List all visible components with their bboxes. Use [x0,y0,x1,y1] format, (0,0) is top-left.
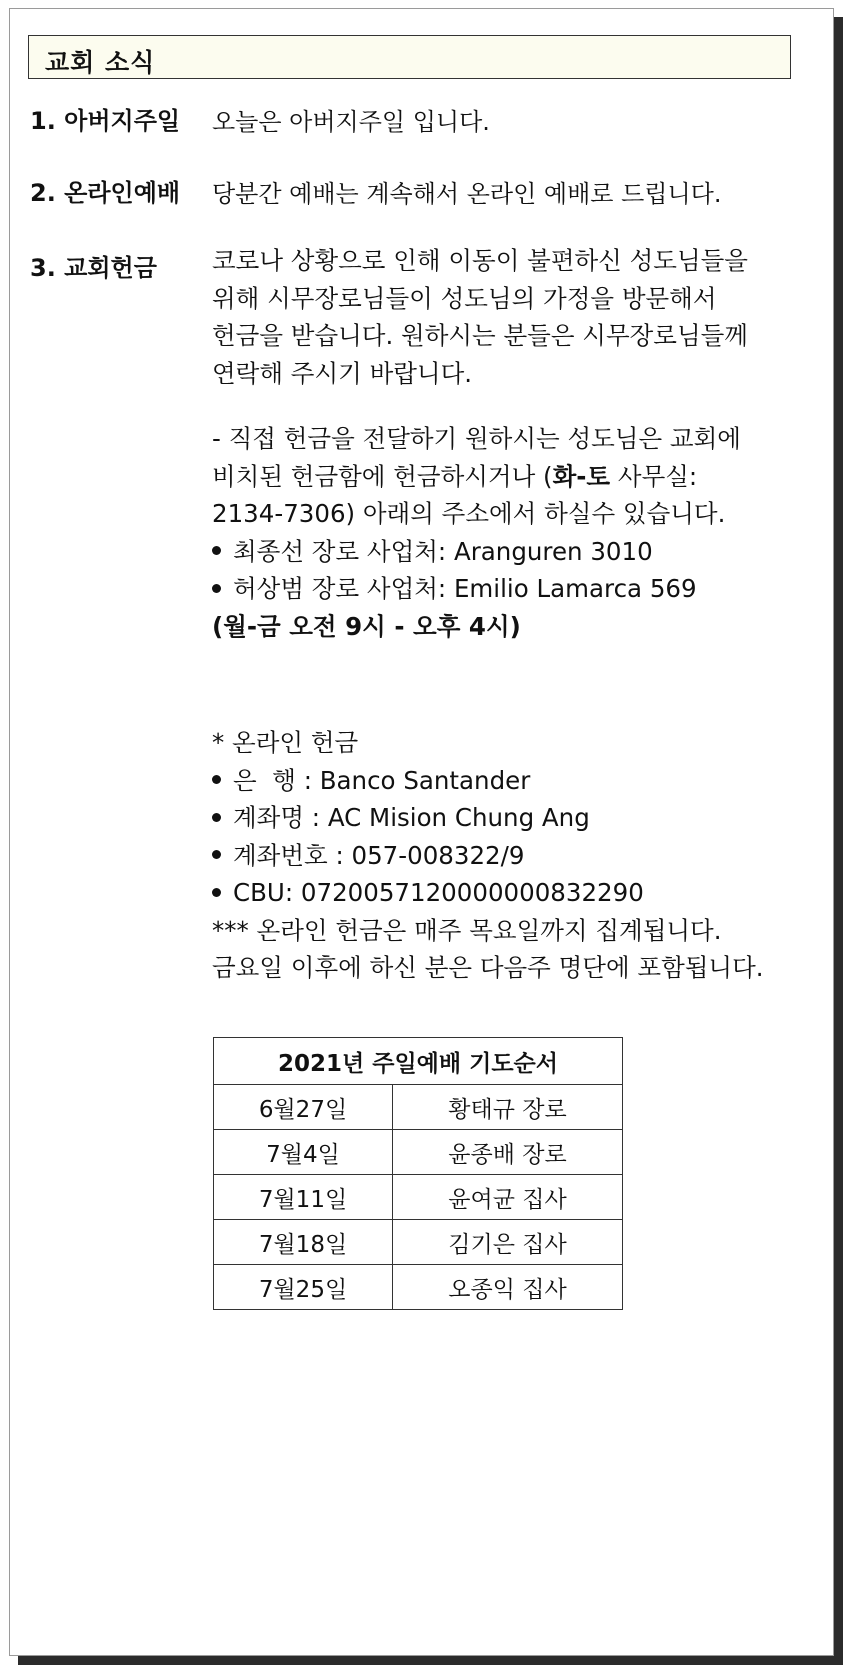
date-cell: 7월18일 [214,1220,393,1265]
table-row [214,1085,623,1130]
bank-name [212,762,812,800]
item-2-label: 2. 온라인예배 [30,179,181,207]
item-1-text: 오늘은 아버지주일 입니다. [212,108,490,136]
name-cell: 윤종배 장로 [393,1130,623,1175]
table-row [214,1130,623,1175]
text-segment: 최종선 장로 사업처: Aranguren 3010 [233,536,653,566]
cbu-number [212,874,812,912]
text-line: 코로나 상황으로 인해 이동이 불편하신 성도님들을 [212,246,748,275]
bullet-icon [212,850,221,859]
bullet-icon [212,813,221,822]
bullet-icon [212,888,221,897]
date-cell: 7월25일 [214,1265,393,1310]
text-segment: (월-금 오전 9시 - 오후 4시) [212,611,521,641]
note-line: *** 온라인 헌금은 매주 목요일까지 집계됩니다. [212,915,722,945]
name-cell: 오종익 집사 [393,1265,623,1310]
section-header [28,35,791,79]
text-segment: CBU: 0720057120000000832290 [233,878,644,907]
item-1-label: 1. 아버지주일 [30,107,181,135]
account-number [212,837,812,875]
item-2-text: 당분간 예배는 계속해서 온라인 예배로 드립니다. [212,180,722,208]
online-offering [212,724,812,987]
text-line: 헌금을 받습니다. 원하시는 분들은 시무장로님들께 [212,321,748,350]
text-line [212,458,812,496]
text-line: - 직접 헌금을 전달하기 원하시는 성도님은 교회에 [212,424,741,453]
item-3-label: 3. 교회헌금 [30,254,157,282]
text-line: 연락해 주시기 바랍니다. [212,358,473,388]
offering-paragraph-1 [212,242,812,392]
text-line: 2134-7306) 아래의 주소에서 하실수 있습니다. [212,499,726,528]
date-cell: 7월11일 [214,1175,393,1220]
elder-2-address [212,570,812,608]
text-segment: 계좌명 : AC Mision Chung Ang [233,803,590,832]
table-row [214,1265,623,1310]
table-row [214,1220,623,1265]
date-cell: 7월4일 [214,1130,393,1175]
text-line: 위해 시무장로님들이 성도님의 가정을 방문해서 [212,283,717,313]
office-hours [212,608,812,646]
text-segment: 사무실: [610,461,698,491]
elder-1-address [212,533,812,571]
name-cell: 윤여균 집사 [393,1175,623,1220]
text-segment: 비치된 헌금함에 헌금하시거나 ( [212,461,553,491]
bullet-icon [212,546,221,555]
bullet-icon [212,775,221,784]
table-row [214,1175,623,1220]
office-days: 화-토 [552,461,611,491]
account-name [212,799,812,837]
text-segment: 허상범 장로 사업처: Emilio Lamarca 569 [233,574,697,603]
note-line: 금요일 이후에 하신 분은 다음주 명단에 포함됩니다. [212,953,764,982]
offering-paragraph-2 [212,420,812,645]
date-cell: 6월27일 [214,1085,393,1130]
text-segment: 계좌번호 : 057-008322/9 [233,840,525,870]
section-title: 교회 소식 [45,48,156,77]
name-cell: 황태규 장로 [393,1085,623,1130]
table-title: 2021년 주일예배 기도순서 [214,1038,623,1085]
text-segment: 은 행 : Banco Santander [233,765,531,795]
table-header-row [214,1038,623,1085]
bullet-icon [212,584,221,593]
name-cell: 김기은 집사 [393,1220,623,1265]
online-offering-title: * 온라인 헌금 [212,728,359,757]
prayer-schedule-table [213,1037,623,1310]
